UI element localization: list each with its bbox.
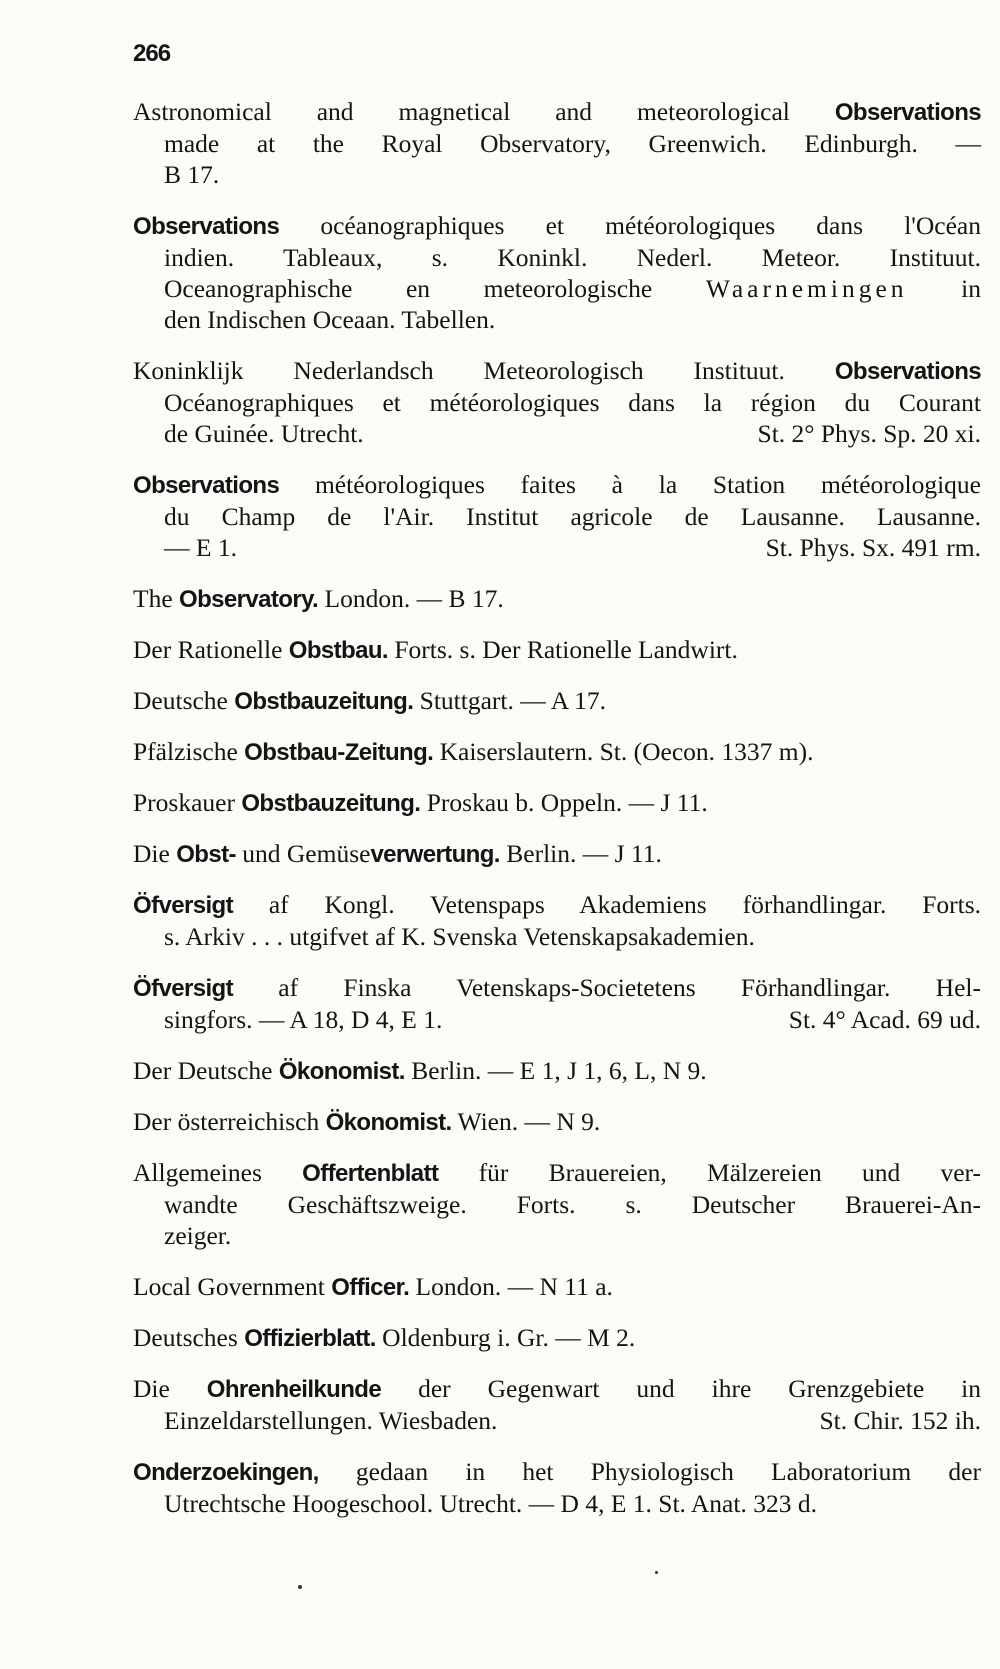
entry-keyword: Officer. (331, 1274, 410, 1301)
entry-continuation-line (133, 1004, 981, 1035)
index-entry (133, 355, 981, 449)
entry-text: in (907, 274, 981, 303)
entry-text: der Gegenwart und ihre Grenzgebiete in (381, 1374, 981, 1403)
entry-text: und Gemüse (235, 839, 371, 868)
entry-continuation-line (133, 921, 981, 952)
entry-text: de Guinée. Utrecht. (164, 419, 364, 448)
page-number: 266 (133, 40, 171, 67)
entry-text: Koninklijk Nederlandsch Meteorologisch Instituut. (133, 356, 835, 385)
entry-text: für Brauereien, Mälzereien und ver- (438, 1158, 981, 1187)
index-entry (133, 787, 981, 819)
entry-text: Wien. — N 9. (451, 1107, 601, 1136)
entry-keyword: Onderzoekingen, (133, 1459, 319, 1486)
entry-keyword: Observations (834, 358, 981, 385)
shelf-mark: St. Chir. 152 ih. (819, 1406, 981, 1435)
entry-continuation-line (133, 242, 981, 273)
entry-text: Pfälzische (133, 737, 245, 766)
entry-text: made at the Royal Observatory, Greenwich. Edinburgh. — (164, 129, 981, 158)
entry-text: Forts. s. Der Rationelle Landwirt. (388, 635, 738, 664)
entry-text: Oceanographische en meteorologische (164, 274, 706, 303)
index-entry (133, 838, 981, 870)
index-entry (133, 1157, 981, 1251)
entry-text: London. — B 17. (318, 584, 504, 613)
print-speck (298, 1585, 302, 1589)
entry-text: Local Government (133, 1272, 332, 1301)
entry-text: océanographiques et météorologiques dans l'Océan (279, 211, 981, 240)
index-entry (133, 469, 981, 563)
entry-continuation-line (133, 304, 981, 335)
entry-text: af Kongl. Vetenspaps Akademiens förhandlingar. Forts. (232, 890, 981, 919)
entry-continuation-line (133, 1189, 981, 1220)
entry-continuation-line (133, 273, 981, 304)
entry-heading-line (133, 355, 981, 387)
entry-continuation-line (133, 501, 981, 532)
entry-heading-line (133, 634, 981, 666)
entry-keyword: Obstbau. (288, 637, 388, 664)
entry-text: B 17. (164, 160, 220, 189)
entry-text: af Finska Vetenskaps-Societetens Förhandlingar. Hel- (232, 973, 981, 1002)
entry-text: Proskau b. Oppeln. — J 11. (420, 788, 708, 817)
entry-keyword: Ohrenheilkunde (206, 1376, 382, 1403)
entry-heading-line (133, 96, 981, 128)
entry-continuation-line (133, 159, 981, 190)
entry-heading-line (133, 1271, 981, 1303)
entry-heading-line (133, 838, 981, 870)
entry-keyword: Ökonomist. (325, 1109, 452, 1136)
index-entry (133, 583, 981, 615)
entry-text: Der Deutsche (133, 1056, 279, 1085)
entry-heading-line (133, 1157, 981, 1189)
entry-text: Die (133, 1374, 207, 1403)
entry-text: s. Arkiv . . . utgifvet af K. Svenska Vetenskapsakademien. (164, 922, 755, 951)
entry-heading-line (133, 787, 981, 819)
entry-keyword: Obstbau-Zeitung. (244, 739, 434, 766)
entry-text: Allgemeines (133, 1158, 303, 1187)
shelf-mark: St. Phys. Sx. 491 rm. (765, 533, 981, 562)
entry-heading-line (133, 1055, 981, 1087)
entry-spaced-text: Waarnemingen (705, 274, 908, 303)
entry-keyword: Öfversigt (133, 892, 233, 919)
entry-keyword: Öfversigt (133, 975, 233, 1002)
entry-text: den Indischen Oceaan. Tabellen. (164, 305, 496, 334)
entry-text: wandte Geschäftszweige. Forts. s. Deutscher Brauerei-An- (164, 1190, 981, 1219)
entry-continuation-line (133, 387, 981, 418)
entry-continuation-line (133, 418, 981, 449)
entry-text: zeiger. (164, 1221, 232, 1250)
index-entries (133, 96, 981, 1539)
index-entry (133, 1322, 981, 1354)
index-entry (133, 736, 981, 768)
entry-keyword: Offertenblatt (302, 1160, 439, 1187)
index-entry (133, 634, 981, 666)
entry-text: Deutsches (133, 1323, 245, 1352)
entry-text: indien. Tableaux, s. Koninkl. Nederl. Meteor. Instituut. (164, 243, 981, 272)
entry-text: — E 1. (164, 533, 237, 562)
entry-keyword: Obst- (176, 841, 236, 868)
entry-text: Proskauer (133, 788, 242, 817)
entry-text: Der österreichisch (133, 1107, 326, 1136)
index-entry (133, 972, 981, 1035)
index-entry (133, 889, 981, 952)
entry-text: Astronomical and magnetical and meteorological (133, 97, 835, 126)
shelf-mark: St. 4° Acad. 69 ud. (788, 1005, 981, 1034)
entry-text: Océanographiques et météorologiques dans la région du Courant (164, 388, 981, 417)
index-entry (133, 96, 981, 190)
index-entry (133, 1055, 981, 1087)
entry-keyword: Observations (133, 213, 280, 240)
shelf-mark: St. 2° Phys. Sp. 20 xi. (757, 419, 981, 448)
entry-text: Einzeldarstellungen. Wiesbaden. (164, 1406, 498, 1435)
index-entry (133, 210, 981, 335)
entry-keyword: Observatory. (179, 586, 319, 613)
entry-text: Berlin. — J 11. (499, 839, 662, 868)
entry-heading-line (133, 685, 981, 717)
entry-keyword: Offizierblatt. (244, 1325, 376, 1352)
entry-keyword: Obstbauzeitung. (241, 790, 421, 817)
print-speck (655, 1571, 658, 1574)
entry-text: Die (133, 839, 177, 868)
entry-text: Stuttgart. — A 17. (413, 686, 606, 715)
entry-heading-line (133, 1106, 981, 1138)
entry-text: Deutsche (133, 686, 235, 715)
entry-text: Berlin. — E 1, J 1, 6, L, N 9. (404, 1056, 707, 1085)
entry-heading-line (133, 1373, 981, 1405)
index-entry (133, 1271, 981, 1303)
entry-continuation-line (133, 128, 981, 159)
entry-continuation-line (133, 1405, 981, 1436)
entry-continuation-line (133, 532, 981, 563)
entry-heading-line (133, 1322, 981, 1354)
entry-keyword: Observations (834, 99, 981, 126)
entry-text: The (133, 584, 180, 613)
entry-text: météorologiques faites à la Station météorologique (279, 470, 981, 499)
entry-text: Der Rationelle (133, 635, 289, 664)
entry-keyword: Observations (133, 472, 280, 499)
index-entry (133, 1106, 981, 1138)
entry-continuation-line (133, 1488, 981, 1519)
entry-heading-line (133, 889, 981, 921)
entry-heading-line (133, 469, 981, 501)
entry-heading-line (133, 972, 981, 1004)
entry-text: London. — N 11 a. (409, 1272, 613, 1301)
entry-text: Oldenburg i. Gr. — M 2. (375, 1323, 636, 1352)
entry-text: Kaiserslautern. St. (Oecon. 1337 m). (433, 737, 814, 766)
entry-continuation-line (133, 1220, 981, 1251)
entry-text: Utrechtsche Hoogeschool. Utrecht. — D 4, E 1. St. Anat. 323 d. (164, 1489, 817, 1518)
index-entry (133, 1456, 981, 1519)
entry-heading-line (133, 210, 981, 242)
entry-heading-line (133, 736, 981, 768)
entry-text: singfors. — A 18, D 4, E 1. (164, 1005, 443, 1034)
entry-text: gedaan in het Physiologisch Laboratorium der (318, 1457, 981, 1486)
entry-keyword: verwertung. (370, 841, 500, 868)
entry-keyword: Obstbauzeitung. (234, 688, 414, 715)
entry-heading-line (133, 1456, 981, 1488)
entry-keyword: Ökonomist. (278, 1058, 405, 1085)
index-entry (133, 685, 981, 717)
entry-text: du Champ de l'Air. Institut agricole de Lausanne. Lausanne. (164, 502, 981, 531)
index-entry (133, 1373, 981, 1436)
entry-heading-line (133, 583, 981, 615)
